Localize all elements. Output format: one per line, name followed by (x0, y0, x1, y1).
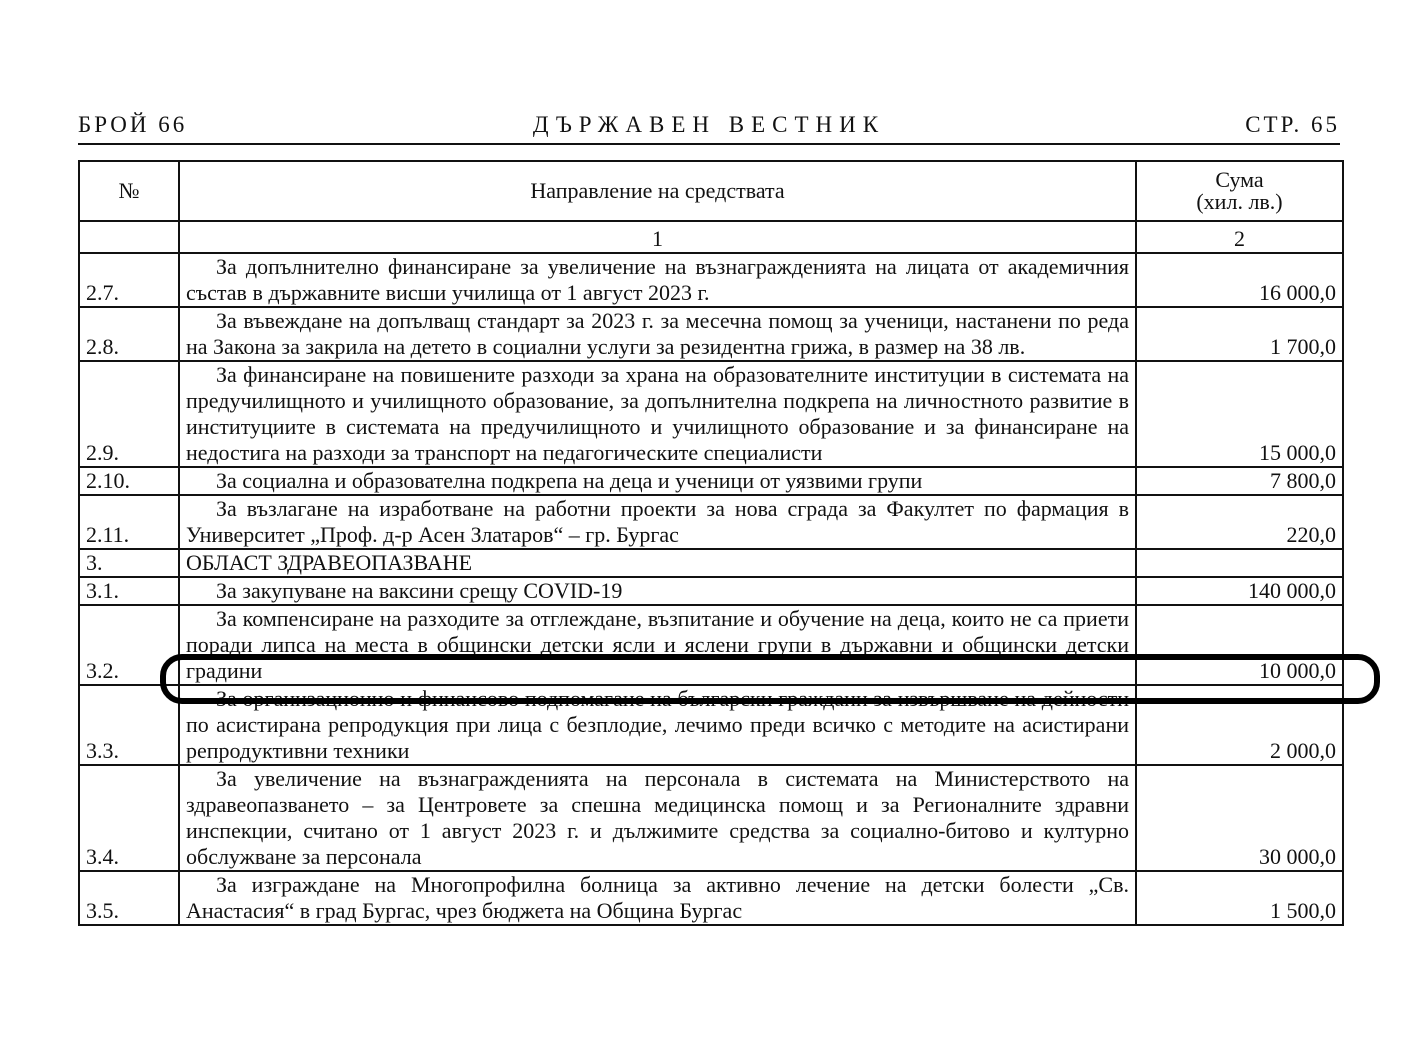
table-header-row (79, 161, 1343, 221)
row-description (179, 605, 1136, 685)
row-number: 3.1. (79, 577, 179, 605)
row-description (179, 307, 1136, 361)
row-description-text: За компенсиране на разходите за отглеждане, възпитание и обучение на деца, които не са приети поради липса на места в общински детски ясли и яслени групи в държавни и общински детски градини (186, 606, 1129, 683)
table-row (79, 605, 1343, 685)
table-row (79, 307, 1343, 361)
column-header-sum (1136, 161, 1343, 221)
row-description (179, 765, 1136, 871)
row-number: 2.10. (79, 467, 179, 495)
page-number: СТР. 65 (1245, 112, 1340, 137)
header-rule (78, 143, 1340, 145)
row-description-text: За финансиране на повишените разходи за храна на образователните институции в системата на предучилищното и училищното образование, за допълнителна подкрепа на личностното развитие в институциите в системата на предучилищното и училищното образование и за финансиране на недостига на разходи за транспорт на педагогическите специалисти (186, 362, 1129, 465)
column-header-sum-line2: (хил. лв.) (1196, 189, 1283, 214)
row-amount: 10 000,0 (1136, 605, 1343, 685)
row-description-text: За въвеждане на допълващ стандарт за 2023 г. за месечна помощ за ученици, настанени по реда на Закона за закрила на детето в социални услуги за резидентна грижа, в размер на 38 лв. (186, 308, 1129, 359)
publication-title: ДЪРЖАВЕН ВЕСТНИК (532, 112, 886, 137)
row-description (179, 467, 1136, 495)
row-description (179, 361, 1136, 467)
row-number: 2.8. (79, 307, 179, 361)
table-row (79, 577, 1343, 605)
table-row (79, 253, 1343, 307)
row-amount: 30 000,0 (1136, 765, 1343, 871)
row-amount: 16 000,0 (1136, 253, 1343, 307)
row-amount: 7 800,0 (1136, 467, 1343, 495)
table-row (79, 361, 1343, 467)
column-header-no: № (79, 161, 179, 221)
row-description-text: За възлагане на изработване на работни проекти за нова сграда за Факултет по фармация в Университет „Проф. д-р Асен Златаров“ – гр. Бургас (186, 496, 1129, 547)
issue-number: БРОЙ 66 (78, 112, 188, 137)
row-description-text: За закупуване на ваксини срещу COVID-19 (216, 578, 623, 603)
row-amount: 15 000,0 (1136, 361, 1343, 467)
table-row (79, 495, 1343, 549)
row-description-text: За увеличение на възнагражденията на персонала в системата на Министерството на здравеопазването – за Центровете за спешна медицинска помощ и за Регионалните здравни инспекции, считано от 1 август 2023 г. и дължимите средства за социално-битово и културно обслужване за персонала (186, 766, 1129, 869)
column-header-sum-line1: Сума (1215, 167, 1264, 192)
row-description (179, 253, 1136, 307)
row-description (179, 871, 1136, 925)
column-index-direction: 1 (179, 221, 1136, 253)
budget-table (78, 160, 1344, 926)
row-description (179, 577, 1136, 605)
row-amount: 2 000,0 (1136, 685, 1343, 765)
row-amount: 1 500,0 (1136, 871, 1343, 925)
section-title (179, 549, 1136, 577)
row-description-text: За организационно и финансово подпомагане на български граждани за извършване на дейности по асистирана репродукция при лица с безплодие, лечимо преди всичко с методите на асистирани репродуктивни техники (186, 686, 1129, 763)
row-number: 3.5. (79, 871, 179, 925)
section-row (79, 549, 1343, 577)
row-description-text: За изграждане на Многопрофилна болница за активно лечение на детски болести „Св. Анастасия“ в град Бургас, чрез бюджета на Община Бургас (186, 872, 1129, 923)
row-number: 2.9. (79, 361, 179, 467)
column-header-direction: Направление на средствата (179, 161, 1136, 221)
row-amount: 140 000,0 (1136, 577, 1343, 605)
column-index-empty (79, 221, 179, 253)
column-index-row (79, 221, 1343, 253)
row-number: 2.7. (79, 253, 179, 307)
page-header (78, 112, 1340, 140)
table-row (79, 467, 1343, 495)
row-amount: 1 700,0 (1136, 307, 1343, 361)
table-row (79, 871, 1343, 925)
table-row (79, 765, 1343, 871)
row-number: 3.2. (79, 605, 179, 685)
row-description (179, 685, 1136, 765)
row-description-text: За социална и образователна подкрепа на деца и ученици от уязвими групи (216, 468, 923, 493)
column-index-sum: 2 (1136, 221, 1343, 253)
row-description-text: За допълнително финансиране за увеличение на възнагражденията на лицата от академичния състав в държавните висши училища от 1 август 2023 г. (186, 254, 1129, 305)
table-row (79, 685, 1343, 765)
row-number: 2.11. (79, 495, 179, 549)
row-number: 3. (79, 549, 179, 577)
row-amount: 220,0 (1136, 495, 1343, 549)
row-description-text: ОБЛАСТ ЗДРАВЕОПАЗВАНЕ (186, 550, 473, 575)
row-number: 3.3. (79, 685, 179, 765)
row-description (179, 495, 1136, 549)
row-number: 3.4. (79, 765, 179, 871)
row-amount (1136, 549, 1343, 577)
